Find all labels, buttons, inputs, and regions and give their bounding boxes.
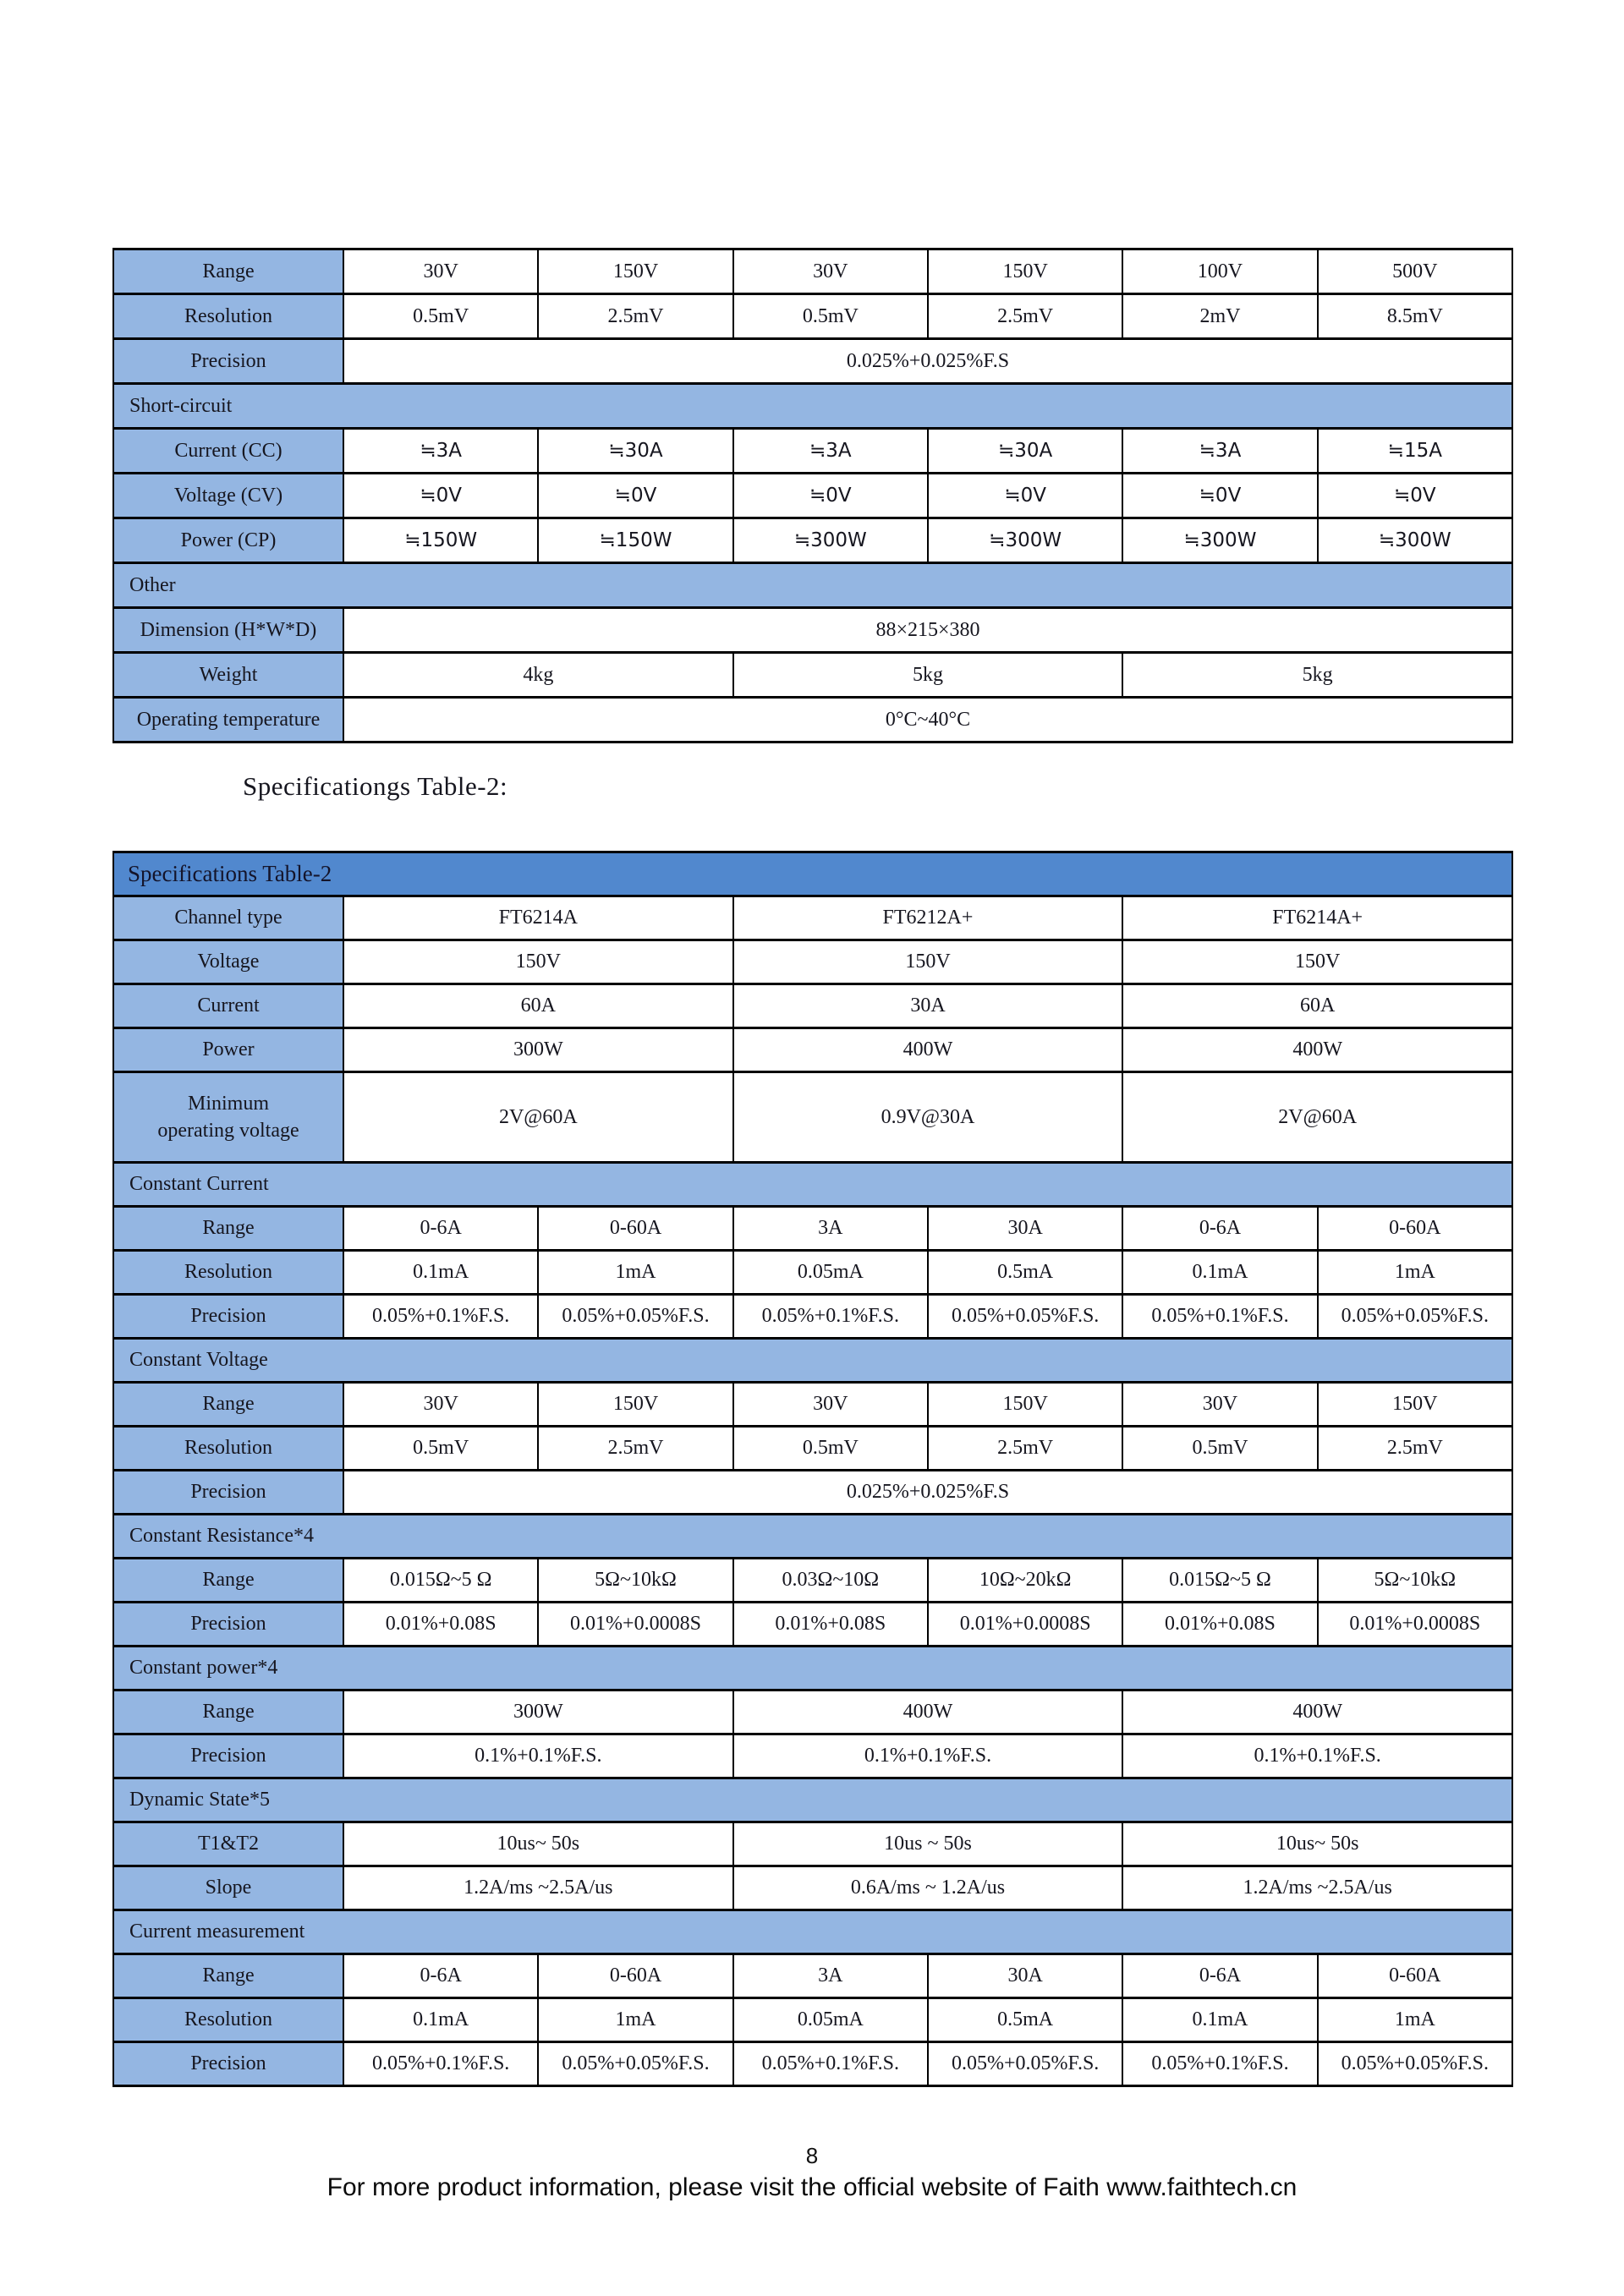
row-label: Precision	[113, 1471, 343, 1515]
cell-value: ≒3A	[1122, 429, 1317, 474]
cell-value: 0.05%+0.05%F.S.	[1318, 1295, 1512, 1339]
cell-value: ≒15A	[1318, 429, 1512, 474]
table-row-precision	[113, 339, 1512, 384]
cell-value: 0.05mA	[733, 1251, 928, 1295]
table-row-cr-range	[113, 1559, 1512, 1603]
cell-value: 0.05%+0.05%F.S.	[538, 1295, 732, 1339]
cell-value: 0.01%+0.0008S	[1318, 1603, 1512, 1647]
row-label: Operating temperature	[113, 698, 343, 743]
cell-value: 0.1%+0.1%F.S.	[1122, 1734, 1512, 1778]
table-row-power	[113, 1028, 1512, 1072]
cell-value: 150V	[343, 940, 733, 984]
cell-value: 0.015Ω~5 Ω	[1122, 1559, 1317, 1603]
cell-value: 400W	[1122, 1690, 1512, 1734]
cell-value: 0-60A	[538, 1954, 732, 1998]
row-label: Precision	[113, 1295, 343, 1339]
cell-value: 5kg	[1122, 653, 1512, 698]
cell-value: 0-6A	[1122, 1954, 1317, 1998]
row-label: Resolution	[113, 294, 343, 339]
table-row-cm-resolution	[113, 1998, 1512, 2042]
cell-value: 0.5mV	[343, 1427, 538, 1471]
cell-value: 0.6A/ms ~ 1.2A/us	[733, 1866, 1123, 1910]
cell-merged-value: 0.025%+0.025%F.S	[343, 1471, 1512, 1515]
section-header: Short-circuit	[113, 384, 1512, 429]
cell-value: 0.05%+0.1%F.S.	[733, 1295, 928, 1339]
page-number: 8	[805, 2143, 819, 2168]
cell-value: 0.01%+0.08S	[733, 1603, 928, 1647]
table-row-cc-range	[113, 1207, 1512, 1251]
table-row-cv-range	[113, 1383, 1512, 1427]
table-row-cm-range	[113, 1954, 1512, 1998]
cell-value: ≒150W	[343, 518, 538, 563]
cell-value: 0-6A	[343, 1207, 538, 1251]
cell-value: ≒0V	[343, 474, 538, 518]
cell-value: 60A	[1122, 984, 1512, 1028]
cell-value: ≒300W	[1318, 518, 1512, 563]
cell-value: 0-6A	[343, 1954, 538, 1998]
cell-value: 0-6A	[1122, 1207, 1317, 1251]
cell-value: 2.5mV	[538, 294, 732, 339]
table-row-t1t2	[113, 1822, 1512, 1866]
table-row-weight	[113, 653, 1512, 698]
cell-value: 30A	[928, 1207, 1122, 1251]
cell-value: ≒300W	[1122, 518, 1317, 563]
cell-value: 2.5mV	[928, 294, 1122, 339]
row-label: Voltage (CV)	[113, 474, 343, 518]
cell-value: 150V	[928, 249, 1122, 294]
row-label: Range	[113, 1383, 343, 1427]
section-header: Constant Current	[113, 1163, 1512, 1207]
section-header: Constant Voltage	[113, 1339, 1512, 1383]
row-label: Range	[113, 1559, 343, 1603]
row-label: Current (CC)	[113, 429, 343, 474]
cell-value: 3A	[733, 1954, 928, 1998]
table-row-resolution	[113, 294, 1512, 339]
table-row-dimension	[113, 608, 1512, 653]
row-label: T1&T2	[113, 1822, 343, 1866]
cell-value: ≒3A	[733, 429, 928, 474]
table-row-cv-precision	[113, 1471, 1512, 1515]
cell-value: 0.05%+0.1%F.S.	[1122, 2042, 1317, 2086]
cell-value: 2V@60A	[343, 1072, 733, 1163]
section-header: Other	[113, 563, 1512, 608]
table-section-constant-current	[113, 1163, 1512, 1207]
cell-value: 0-60A	[1318, 1207, 1512, 1251]
cell-value: 150V	[1122, 940, 1512, 984]
specifications-table-2-wrapper	[112, 851, 1513, 2087]
cell-value: 0.05%+0.05%F.S.	[1318, 2042, 1512, 2086]
cell-value: 0.05mA	[733, 1998, 928, 2042]
table-row-cc-precision	[113, 1295, 1512, 1339]
row-label: Range	[113, 1207, 343, 1251]
cell-value: 30V	[733, 1383, 928, 1427]
cell-value: 8.5mV	[1318, 294, 1512, 339]
section-header: Constant power*4	[113, 1647, 1512, 1690]
table-row-cp-range	[113, 1690, 1512, 1734]
cell-value: 2.5mV	[538, 1427, 732, 1471]
cell-value: 0.015Ω~5 Ω	[343, 1559, 538, 1603]
cell-value: FT6214A+	[1122, 896, 1512, 940]
row-label: Resolution	[113, 1427, 343, 1471]
cell-value: 150V	[538, 1383, 732, 1427]
table-row-cp-precision	[113, 1734, 1512, 1778]
cell-value: ≒0V	[733, 474, 928, 518]
cell-value: 2.5mV	[1318, 1427, 1512, 1471]
row-label: Current	[113, 984, 343, 1028]
cell-value: 5kg	[733, 653, 1123, 698]
section-header: Current measurement	[113, 1910, 1512, 1954]
section-header: Constant Resistance*4	[113, 1515, 1512, 1559]
table2-title: Specifications Table-2	[113, 852, 1512, 896]
cell-value: 0.9V@30A	[733, 1072, 1123, 1163]
row-label: Range	[113, 1954, 343, 1998]
specifications-table-1	[112, 248, 1513, 743]
row-label: Precision	[113, 2042, 343, 2086]
table-section-dynamic-state	[113, 1778, 1512, 1822]
table-row-operating-temperature	[113, 698, 1512, 743]
row-label: Channel type	[113, 896, 343, 940]
table-row-current-cc	[113, 429, 1512, 474]
cell-value: 150V	[1318, 1383, 1512, 1427]
cell-value: 0.05%+0.1%F.S.	[343, 2042, 538, 2086]
cell-value: 30A	[928, 1954, 1122, 1998]
row-label: Precision	[113, 1734, 343, 1778]
table-section-current-measurement	[113, 1910, 1512, 1954]
cell-value: 0.05%+0.1%F.S.	[343, 1295, 538, 1339]
cell-value: 10us ~ 50s	[733, 1822, 1123, 1866]
table-section-other	[113, 563, 1512, 608]
cell-value: 0.05%+0.05%F.S.	[928, 1295, 1122, 1339]
table-row-minimum-operating-voltage	[113, 1072, 1512, 1163]
cell-value: 0.01%+0.08S	[343, 1603, 538, 1647]
table2-heading: Specificationgs Table-2:	[243, 771, 508, 801]
footer-text: For more product information, please visit the official website of Faith www.faithtech.cn	[326, 2173, 1298, 2201]
table-row-power-cp	[113, 518, 1512, 563]
cell-value: ≒150W	[538, 518, 732, 563]
cell-value: ≒30A	[928, 429, 1122, 474]
cell-value: 1mA	[538, 1251, 732, 1295]
cell-value: 400W	[733, 1028, 1123, 1072]
specifications-table-2	[112, 851, 1513, 2087]
cell-value: 2mV	[1122, 294, 1317, 339]
cell-value: ≒0V	[1318, 474, 1512, 518]
cell-value: 0-60A	[538, 1207, 732, 1251]
cell-value: 0.1mA	[1122, 1998, 1317, 2042]
cell-value: 10Ω~20kΩ	[928, 1559, 1122, 1603]
cell-value: 0.5mV	[733, 1427, 928, 1471]
row-label-line: operating voltage	[157, 1120, 299, 1142]
row-label-line: Minimum	[187, 1092, 269, 1115]
row-label	[113, 1072, 343, 1163]
cell-value: ≒0V	[538, 474, 732, 518]
cell-value: FT6212A+	[733, 896, 1123, 940]
cell-value: 150V	[733, 940, 1123, 984]
cell-value: 0.01%+0.0008S	[928, 1603, 1122, 1647]
cell-value: 5Ω~10kΩ	[1318, 1559, 1512, 1603]
cell-value: 0.1%+0.1%F.S.	[733, 1734, 1123, 1778]
row-label: Dimension (H*W*D)	[113, 608, 343, 653]
cell-merged-value: 0°C~40°C	[343, 698, 1512, 743]
table-row-cc-resolution	[113, 1251, 1512, 1295]
cell-value: 0.05%+0.1%F.S.	[1122, 1295, 1317, 1339]
cell-value: 1.2A/ms ~2.5A/us	[343, 1866, 733, 1910]
table-row-cv-resolution	[113, 1427, 1512, 1471]
cell-value: 0.5mA	[928, 1998, 1122, 2042]
table-row-slope	[113, 1866, 1512, 1910]
table-row-channel-type	[113, 896, 1512, 940]
table-section-short-circuit	[113, 384, 1512, 429]
row-label: Power	[113, 1028, 343, 1072]
cell-value: 0.05%+0.05%F.S.	[538, 2042, 732, 2086]
row-label: Range	[113, 249, 343, 294]
cell-value: 1mA	[538, 1998, 732, 2042]
cell-value: 4kg	[343, 653, 733, 698]
cell-merged-value: 0.025%+0.025%F.S	[343, 339, 1512, 384]
cell-value: 300W	[343, 1690, 733, 1734]
cell-value: FT6214A	[343, 896, 733, 940]
row-label: Power (CP)	[113, 518, 343, 563]
cell-value: 0.01%+0.08S	[1122, 1603, 1317, 1647]
table-row-range	[113, 249, 1512, 294]
table-section-constant-voltage	[113, 1339, 1512, 1383]
cell-value: 10us~ 50s	[1122, 1822, 1512, 1866]
cell-value: 1mA	[1318, 1998, 1512, 2042]
cell-value: 0-60A	[1318, 1954, 1512, 1998]
cell-value: 150V	[538, 249, 732, 294]
cell-value: 2V@60A	[1122, 1072, 1512, 1163]
cell-value: 3A	[733, 1207, 928, 1251]
section-header: Dynamic State*5	[113, 1778, 1512, 1822]
cell-merged-value: 88×215×380	[343, 608, 1512, 653]
table2-title-row	[113, 852, 1512, 896]
cell-value: 500V	[1318, 249, 1512, 294]
row-label: Precision	[113, 339, 343, 384]
row-label: Weight	[113, 653, 343, 698]
row-label: Range	[113, 1690, 343, 1734]
cell-value: 300W	[343, 1028, 733, 1072]
cell-value: 0.01%+0.0008S	[538, 1603, 732, 1647]
row-label: Voltage	[113, 940, 343, 984]
table-section-constant-power	[113, 1647, 1512, 1690]
cell-value: 0.05%+0.05%F.S.	[928, 2042, 1122, 2086]
cell-value: 400W	[1122, 1028, 1512, 1072]
cell-value: 0.5mV	[1122, 1427, 1317, 1471]
cell-value: 30V	[343, 1383, 538, 1427]
cell-value: 0.03Ω~10Ω	[733, 1559, 928, 1603]
cell-value: 0.1mA	[343, 1998, 538, 2042]
cell-value: 150V	[928, 1383, 1122, 1427]
cell-value: ≒300W	[928, 518, 1122, 563]
row-label: Resolution	[113, 1251, 343, 1295]
cell-value: ≒300W	[733, 518, 928, 563]
cell-value: 30V	[733, 249, 928, 294]
cell-value: 10us~ 50s	[343, 1822, 733, 1866]
specifications-table-1-wrapper	[112, 248, 1513, 743]
cell-value: 0.5mV	[733, 294, 928, 339]
cell-value: 100V	[1122, 249, 1317, 294]
cell-value: 0.1mA	[343, 1251, 538, 1295]
table-row-voltage-cv	[113, 474, 1512, 518]
cell-value: 1.2A/ms ~2.5A/us	[1122, 1866, 1512, 1910]
cell-value: 30V	[1122, 1383, 1317, 1427]
table-row-cm-precision	[113, 2042, 1512, 2086]
table-row-cr-precision	[113, 1603, 1512, 1647]
row-label: Resolution	[113, 1998, 343, 2042]
cell-value: ≒30A	[538, 429, 732, 474]
cell-value: 1mA	[1318, 1251, 1512, 1295]
row-label: Slope	[113, 1866, 343, 1910]
table-row-current	[113, 984, 1512, 1028]
cell-value: 2.5mV	[928, 1427, 1122, 1471]
cell-value: 5Ω~10kΩ	[538, 1559, 732, 1603]
cell-value: 0.1mA	[1122, 1251, 1317, 1295]
cell-value: 400W	[733, 1690, 1123, 1734]
cell-value: 60A	[343, 984, 733, 1028]
cell-value: ≒0V	[928, 474, 1122, 518]
cell-value: 0.1%+0.1%F.S.	[343, 1734, 733, 1778]
cell-value: 0.05%+0.1%F.S.	[733, 2042, 928, 2086]
row-label: Precision	[113, 1603, 343, 1647]
cell-value: 30A	[733, 984, 1123, 1028]
table-row-voltage	[113, 940, 1512, 984]
cell-value: 0.5mV	[343, 294, 538, 339]
cell-value: 0.5mA	[928, 1251, 1122, 1295]
cell-value: ≒3A	[343, 429, 538, 474]
cell-value: 30V	[343, 249, 538, 294]
table-section-constant-resistance	[113, 1515, 1512, 1559]
cell-value: ≒0V	[1122, 474, 1317, 518]
